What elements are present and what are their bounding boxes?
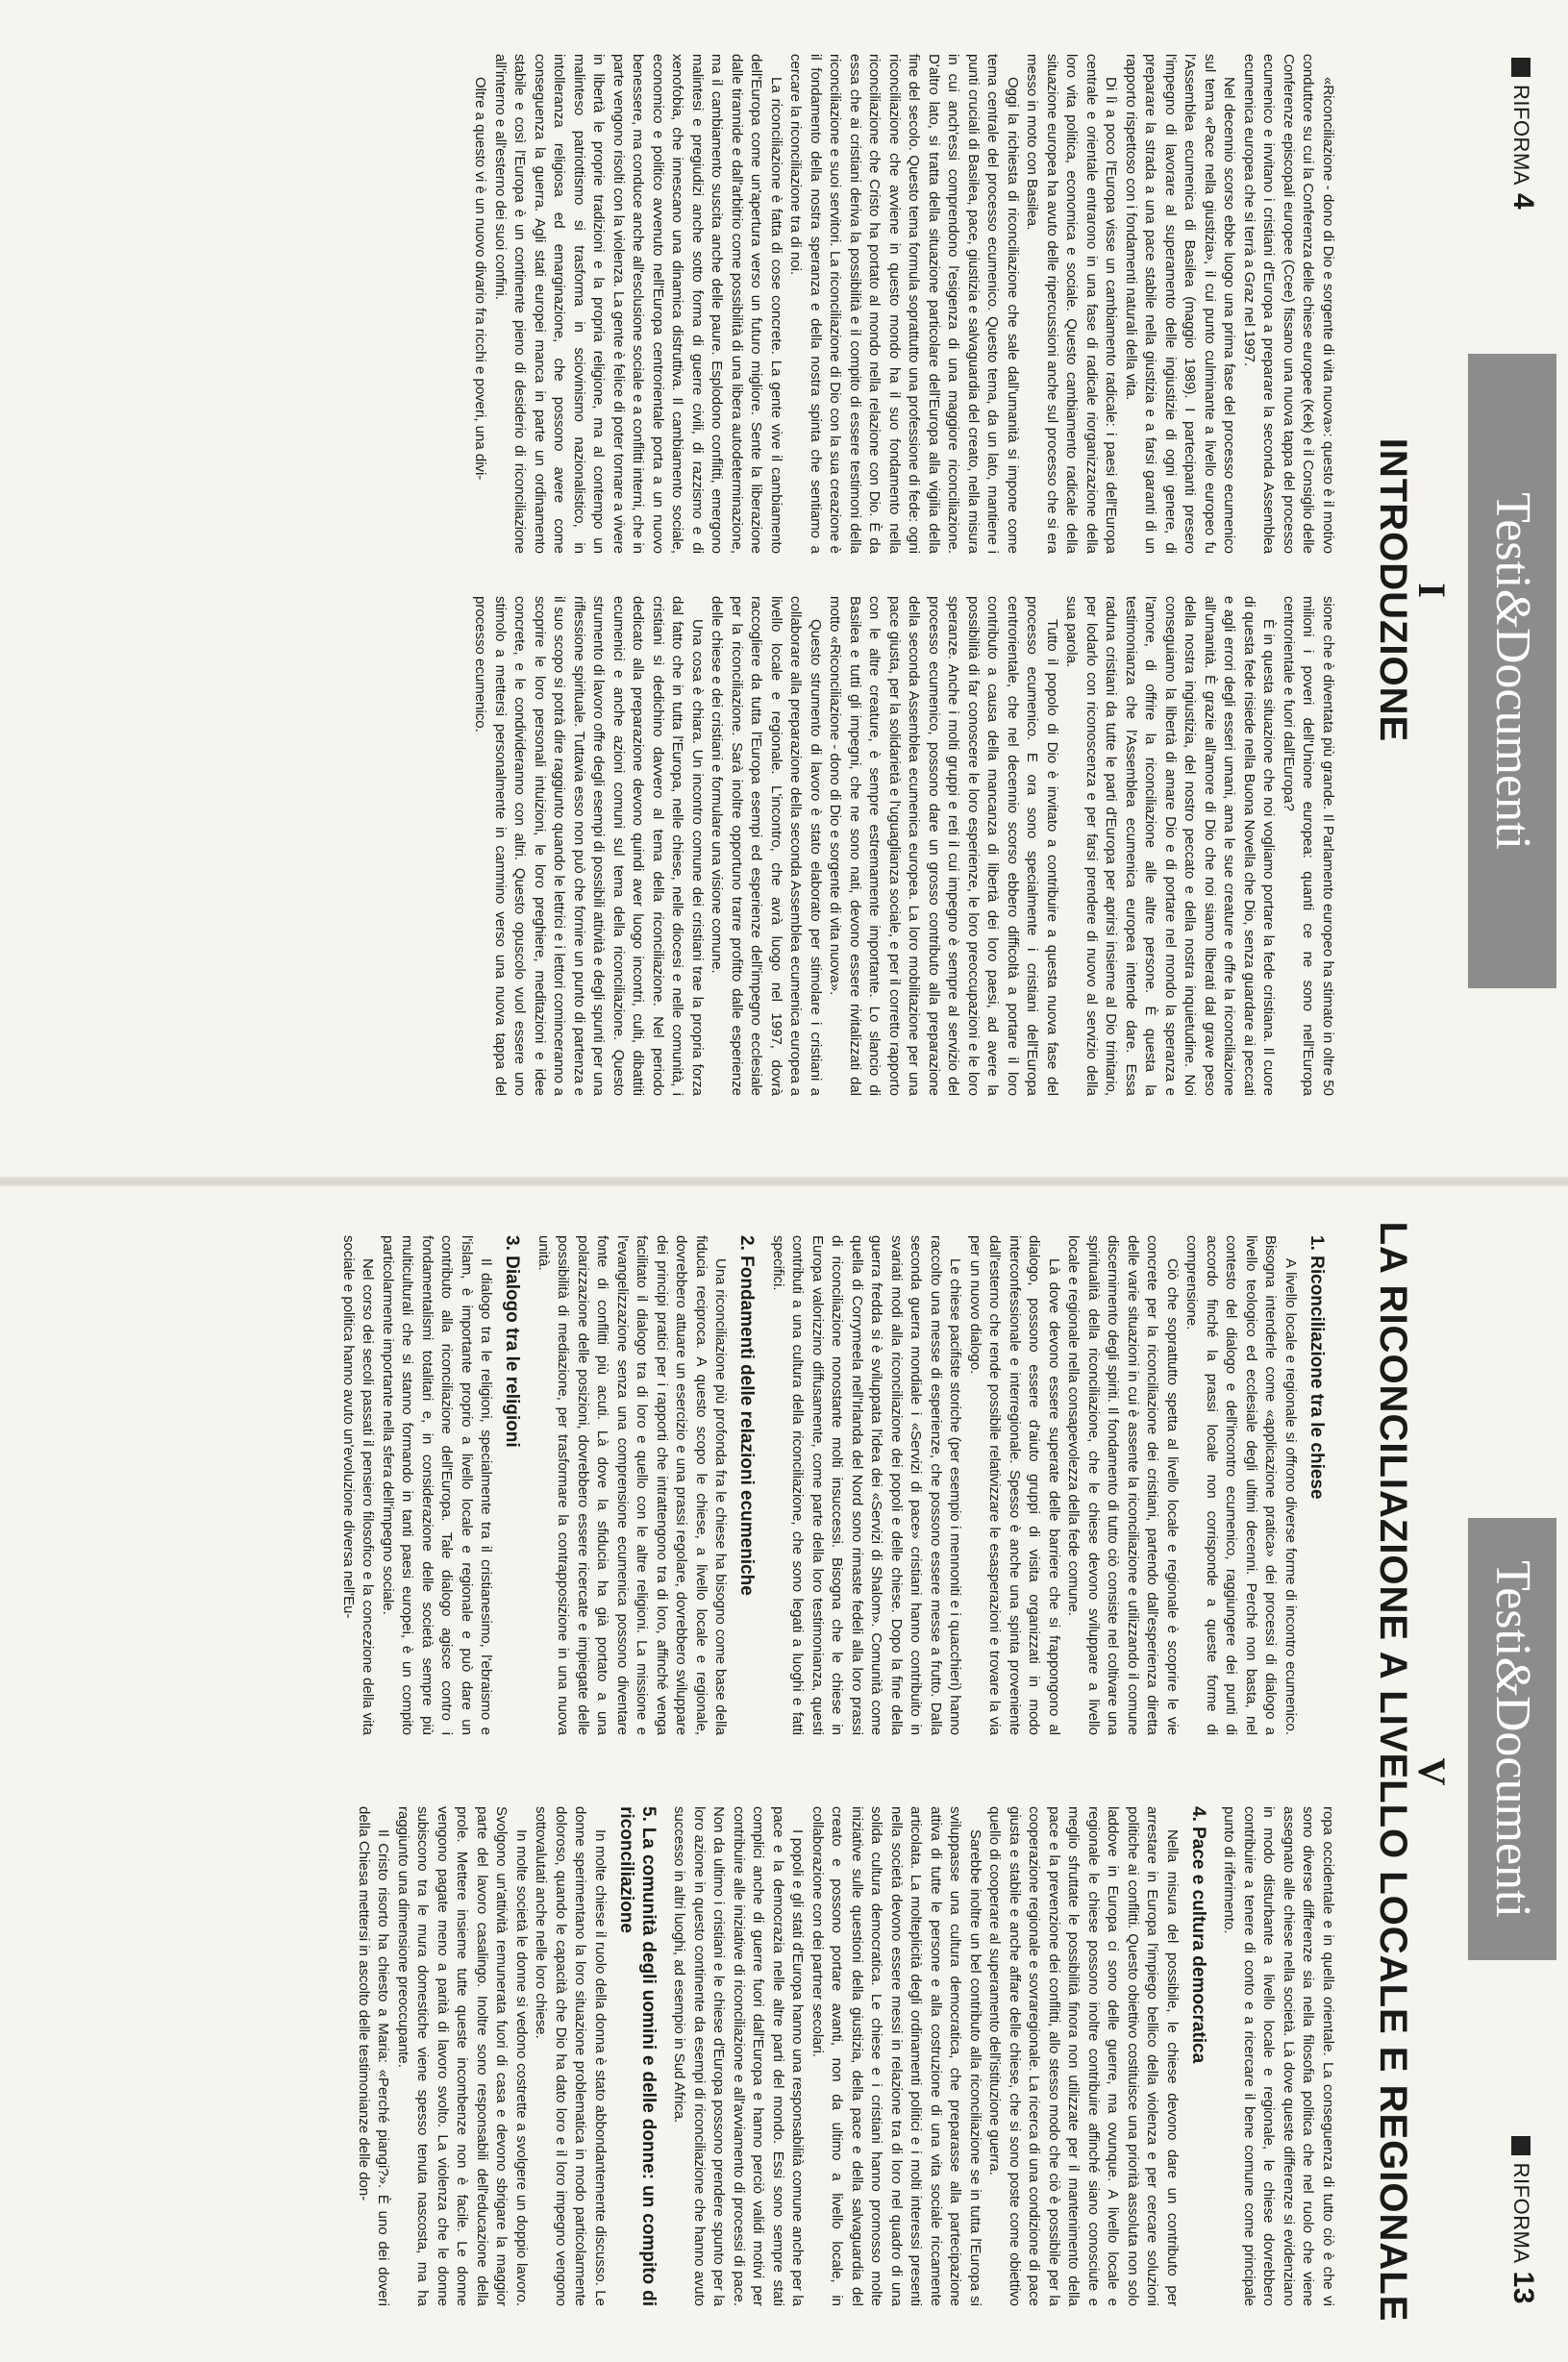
page-number: 4 <box>1507 192 1539 211</box>
banner-word-1: Testi <box>1485 1560 1540 1657</box>
folio-label: RIFORMA <box>1509 85 1533 186</box>
folio-square-icon <box>1511 2136 1531 2155</box>
paragraph: «Riconciliazione - dono di Dio e sorgente di vita nuova»: questo è il motivo conduttore su cui la Conferenza delle chiese europee (Kek) e il Consiglio delle Conferenze episcopali europee (Ccee) fissano una nuova tappa del processo ecumenico e invitano i cristiani d'Europa a preparare la seconda Assemblea ecumenica europea che si terrà a Graz nel 1997. <box>1241 54 1336 554</box>
paragraph: Questo strumento di lavoro è stato elaborato per stimolare i cristiani a collaborare alla preparazione della seconda Assemblea ecumenica europea a livello locale e regionale. L'incontro, che avrà luogo nel 1997, dovrà raccogliere da tutta l'Europa esempi ed esperienze dell'impegno ecclesiale per la riconciliazione. Sarà inoltre opportuno trarre profitto dalle esperienze delle chiese e dei cristiani e formulare una visione comune. <box>709 596 824 1096</box>
paragraph: Il dialogo tra le religioni, specialmente tra il cristianesimo, l'ebraismo e l'islam, è importante proprio a livello locale e regionale e può dare un contributo alla riconciliazione dell'Europa. Tale dialogo agisce contro i fondamentalismi totalitari e, in considerazione delle società sempre più multiculturali che si stanno formando in tanti paesi europei, è un compito particolarmente importante nella sfera dell'impegno sociale. <box>380 1235 495 1735</box>
section-heading: 3. Dialogo tra le religioni <box>502 1235 523 1448</box>
banner-word-2: Documenti <box>1485 627 1540 850</box>
right-column-1 <box>338 1235 1338 1735</box>
paragraph: Ciò che soprattutto spetta al livello locale e regionale è scoprire le vie concrete per la riconciliazione dei cristiani, partendo dall'esperienza diretta delle varie situazioni in cui è assente la riconciliazione e utilizzando il comune discernimento degli spiriti. Il fondamento di tutto ciò consiste nel coltivare una spiritualità della riconciliazione, che le chiese devono sviluppare a livello locale e regionale nella consapevolezza della fede comune. <box>1065 1235 1181 1735</box>
paragraph: Una cosa è chiara. Un incontro comune dei cristiani trae la propria forza dal fatto che in tutta l'Europa, nelle chiese, nelle diocesi e nelle comunità, i cristiani si dedichino davvero al tema della riconciliazione. Nel periodo dedicato alla preparazione devono quindi aver luogo incontri, culti, dibattiti ecumenici e anche azioni comuni sul tema della riconciliazione. Questo strumento di lavoro offre degli esempi di possibili attività e degli spunti per una riflessione spirituale. Tuttavia esso non può che fornire un punto di partenza e il suo scopo si potrà dire raggiunto quando le lettrici e i lettori cominceranno a scoprire le loro personali intuizioni, le loro preghiere, meditazioni e idee concrete, e le condivideranno con altri. Questo opuscolo vuol essere uno stimolo a mettersi personalmente in cammino verso una nuova tappa del processo ecumenico. <box>472 596 706 1096</box>
left-folio <box>1506 58 1539 210</box>
paragraph: Sarebbe inoltre un bel contributo alla riconciliazione se in tutta l'Europa si sviluppasse una cultura democratica, che preparasse alla partecipazione attiva di tutte le persone e alla costruzione di una vita sociale riccamente articolata. La molteplicità degli ordinamenti politici e i molti interessi presenti nella società devono essere messi in relazione tra di loro nel quadro di una solida cultura democratica. Le chiese e i cristiani hanno promosso molte iniziative sulle questioni della giustizia, della pace e della salvaguardia del creato e possono portare avanti, non da ultimo a livello locale, in collaborazione con dei partner secolari. <box>809 1806 983 2306</box>
page-number: 13 <box>1507 2271 1539 2304</box>
section-heading: 4. Pace e cultura democratica <box>1188 1806 1208 2064</box>
right-column-2 <box>354 1806 1338 2306</box>
section-banner <box>1468 1518 1556 1960</box>
paragraph: È in questa situazione che noi vogliamo portare la fede cristiana. Il cuore di questa fede risiede nella Buona Novella che Dio, senza guardare ai peccati e agli errori degli esseri umani, ama le sue creature e offre la riconciliazione all'umanità. È grazie all'amore di Dio che noi siamo liberati dal grave peso della nostra ingiustizia, del nostro peccato e della nostra inquietudine. Noi conseguiamo la libertà di amare Dio e di portare nel mondo la speranza e l'amore, di offrire la riconciliazione alle altre persone. È questa la testimonianza che l'Assemblea ecumenica europea intende dare. Essa raduna cristiani da tutte le parti d'Europa per aprirsi insieme al Dio trinitario, per lodarlo con riconoscenza e per farsi prendere di nuovo al servizio della sua parola. <box>1063 596 1278 1096</box>
paragraph: sione che è diventata più grande. Il Parlamento europeo ha stimato in oltre 50 milioni i poveri dell'Unione europea: quanti ce ne sono nell'Europa centrorientale e fuori dall'Europa? <box>1281 596 1336 1096</box>
paragraph: Nella misura del possibile, le chiese devono dare un contributo per arrestare in Europa l'impiego bellico della violenza e per cercare soluzioni politiche ai conflitti. Questo obiettivo costituisce una priorità assoluta non solo laddove in Europa ci sono delle guerre, ma ovunque. A livello locale e regionale le chiese possono inoltre contribuire affinché siano conosciute e meglio sfruttate le possibilità finora non utilizzate per il mantenimento della pace e la prevenzione dei conflitti, allo stesso modo che ciò è possibile per la cooperazione regionale e sovraregionale. La ricerca di una condizione di pace giusta e stabile e anche affare delle chiese, che si sono poste come obiettivo quello di cooperare al superamento dell'istituzione guerra. <box>986 1806 1181 2306</box>
chapter-number: I <box>1410 583 1454 598</box>
paragraph: Una riconciliazione più profonda fra le chiese ha bisogno come base della fiducia reciproca. A questo scopo le chiese, a livello locale e regionale, dovrebbero attuare un esercizio e una prassi regolare, dovrebbero sviluppare dei principi pratici per i rapporti che intrattengono tra di loro, affinché venga facilitato il dialogo tra di loro e quello con le altre religioni. La missione e l'evangelizzazione senza una comprensione ecumenica possono diventare fonte di conflitti più acuti. Là dove la sfiducia ha già portato a una polarizzazione delle posizioni, dovrebbero essere ricercate e impiegate delle possibilità di mediazione, per trasformare la contrapposizione in una nuova unità. <box>535 1235 730 1735</box>
paragraph: Oltre a questo vi è un nuovo divario fra ricchi e poveri, una divi- <box>472 77 489 481</box>
paragraph: Le chiese pacifiste storiche (per esempio i mennoniti e i quacchieri) hanno raccolto una messe di esperienze, che possono essere messe a frutto. Dalla seconda guerra mondiale i «Servizi di pace» cristiani hanno contribuito in svariati modi alla riconciliazione dei popoli e delle chiese. Dopo la fine della guerra fredda si è sviluppata l'idea dei «Servizi di Shalom». Comunità come quella di Corrymeela nell'Irlanda del Nord sono rimaste fedeli alla loro prassi di riconciliazione nonostante molti insuccessi. Bisogna che le chiese in Europa valorizzino diffusamente, come parte della loro testimonianza, questi contributi a una cultura della riconciliazione, che sono legati a luoghi e fatti specifici. <box>770 1235 964 1735</box>
paragraph: A livello locale e regionale si offrono diverse forme di incontro ecumenico. Bisogna intenderle come «applicazione pratica» dei processi di dialogo a livello teologico ed ecclesiale degli ultimi decenni. Perché non basta, nel contesto del dialogo e dell'incontro ecumenico, raggiungere dei punti di accordo finché la prassi locale non corrisponde a queste forme di comprensione. <box>1183 1235 1299 1735</box>
section-banner <box>1468 354 1556 988</box>
paragraph: Nel decennio scorso ebbe luogo una prima fase del processo ecumenico sul tema «Pace nella giustizia», il cui punto culminante a livello europeo fu l'Assemblea ecumenica di Basilea (maggio 1989). I partecipanti presero l'impegno di lavorare al superamento delle ingiustizie di ogni genere, di preparare la strada a una pace stabile nella giustizia e a farsi garanti di un rapporto rispettoso con i fondamenti naturali della vita. <box>1123 54 1238 554</box>
paragraph: In molte chiese il ruolo della donna è stato abbondantemente discusso. Le donne sperimentano la loro situazione problematica in modo particolarmente doloroso, quando le capacità che Dio ha dato loro e il loro impegno vengono sottovalutati anche nelle loro chiese. <box>533 1806 609 2306</box>
paragraph: In molte società le donne si vedono costrette a svolgere un doppio lavoro. Svolgono un'attività remunerata fuori di casa e devono sbrigare la maggior parte del lavoro casalingo. Inoltre sono responsabili dell'educazione della prole. Mettere insieme tutte queste incombenze non è facile. Le donne vengono pagate meno a parità di lavoro svolto. La violenza che le donne subiscono tra le mura domestiche viene spesso tenuta nascosta, ma ha raggiunto una dimensione preoccupante. <box>395 1806 530 2306</box>
folio-label: RIFORMA <box>1509 2162 1533 2264</box>
right-page <box>0 1181 1568 2362</box>
folio-square-icon <box>1511 58 1531 77</box>
chapter-title: INTRODUZIONE <box>1372 437 1414 743</box>
paragraph: Là dove devono essere superate delle barriere che si frappongono al dialogo, possono essere d'aiuto gruppi di visita organizzati in modo interconfessionale e interregionale. Spesso è anche una spinta proveniente dall'esterno che rende possibile relativizzare le esasperazioni e trovare la via per un nuovo dialogo. <box>967 1235 1062 1735</box>
banner-word-2: Documenti <box>1485 1695 1540 1918</box>
chapter-number: V <box>1410 1757 1454 1786</box>
paragraph: Tutto il popolo di Dio è invitato a contribuire a questa nuova fase del processo ecumenico. E ora sono specialmente i cristiani dell'Europa centrorientale, che nel decennio scorso ebbero difficoltà a portare il loro contributo a causa della mancanza di libertà dei loro paesi, ad avere la possibilità di far conoscere le loro esperienze, le loro preoccupazioni e le loro speranze. Anche i molti gruppi e reti il cui impegno è sempre al servizio del processo ecumenico, possono dare un grosso contributo alla preparazione della seconda Assemblea ecumenica europea. La loro mobilitazione per una pace giusta, per la solidarietà e l'uguaglianza sociale, e per il corretto rapporto con le altre creature, è sempre estremamente importante. Lo slancio di Basilea e tutti gli impegni, che ne sono nati, devono essere rivitalizzati dal motto «Riconciliazione - dono di Dio e sorgente di vita nuova». <box>827 596 1060 1096</box>
chapter-title: LA RICONCILIAZIONE A LIVELLO LOCALE E REGIONALE <box>1372 1221 1414 2323</box>
section-heading: 5. La comunità degli uomini e delle donne: un compito di riconciliazione <box>616 1806 659 2306</box>
paragraph: La riconciliazione è fatta di cose concrete. La gente vive il cambiamento dell'Europa come un'apertura verso un futuro migliore. Sente la liberazione dalle tirannide e dall'arbitrio come possibilità di una libera autodeterminazione, ma il cambiamento suscita anche delle paure. Esplodono conflitti, emergono malintesi e pregiudizi anche sotto forma di guerre civili, di razzismo e di xenofobia, che innescano una dinamica distruttiva. Il cambiamento sociale, economico e politico avvenuto nell'Europa centrorientale porta a un nuovo benessere, ma conduce anche all'esclusione sociale e a conflitti interni, che in parte vengono risolti con la violenza. La gente è felice di poter tornare a vivere in libertà le proprie tradizioni e la propria religione, ma al contempo un malinteso patriottismo si trasforma in sciovinismo nazionalistico, in intolleranza religiosa ed emarginazione, che possono avere come conseguenza la guerra. Agli stati europei manca in parte un ordinamento stabile e così l'Europa è un continente pieno di desiderio di riconciliazione all'interno e all'esterno dei suoi confini. <box>492 54 784 554</box>
banner-ampersand: & <box>1485 1656 1540 1696</box>
paragraph: I popoli e gli stati d'Europa hanno una responsabilità comune anche per la pace e la democrazia nelle altre parti del mondo. Essi sono sempre stati complici anche di guerre fuori dall'Europa e hanno perciò validi motivi per contribuire alle iniziative di riconciliazione e all'avviamento di processi di pace. Non da ultimo i cristiani e le chiese d'Europa possono prendere spunto per la loro azione in questo continente da esempi di riconciliazione che hanno avuto successo in altri luoghi, ad esempio in Sud Africa. <box>671 1806 807 2306</box>
left-column-2 <box>470 596 1337 1096</box>
section-heading: 2. Fondamenti delle relazioni ecumeniche <box>736 1235 758 1596</box>
paragraph: Di lì a poco l'Europa visse un cambiamento radicale: i paesi dell'Europa centrale e orientale entrarono in una fase di radicale riorganizzazione della loro vita politica, economica e sociale. Questo cambiamento radicale della situazione europea ha avuto delle ripercussioni anche sul processo che si era messo in moto con Basilea. <box>1024 54 1120 554</box>
paragraph: Il Cristo risorto ha chiesto a Maria: «Perché piangi?». È uno dei doveri della Chiesa mettersi in ascolto delle testimonianze delle don- <box>356 1806 392 2306</box>
paragraph: Nel corso dei secoli passati il pensiero filosofico e la concezione della vita sociale e politica hanno avuto un'evoluzione diversa nell'Eu- <box>340 1235 377 1735</box>
paragraph: Oggi la richiesta di riconciliazione che sale dall'umanità si impone come tema centrale del processo ecumenico. Questo tema, da un lato, mantiene i punti cruciali di Basilea, pace, giustizia e salvaguardia del creato, nella misura in cui anch'essi comprendono l'esigenza di una maggiore riconciliazione. D'altro lato, si tratta della situazione particolare dell'Europa alla vigilia della fine del secolo. Questo tema formula soprattutto una professione di fede: ogni riconciliazione che avviene in questo mondo ha il suo fondamento nella riconciliazione che Cristo ha portato al mondo nella relazione con Dio. È da essa che ai cristiani deriva la possibilità e il compito di essere testimoni della riconciliazione e suoi servitori. La riconciliazione di Dio con la sua creazione è il fondamento della nostra speranza e della nostra spinta che sentiamo a cercare la riconciliazione tra di noi. <box>787 54 1021 554</box>
left-column-1 <box>470 54 1337 554</box>
right-folio <box>1506 2136 1539 2304</box>
section-heading: 1. Riconciliazione tra le chiese <box>1307 1235 1327 1500</box>
banner-word-1: Testi <box>1485 492 1540 589</box>
banner-ampersand: & <box>1485 588 1540 628</box>
paragraph: ropa occidentale e in quella orientale. La conseguenza di tutto ciò è che vi sono diverse differenze sia nella filosofia politica che nel ruolo che viene assegnato alle chiese nella società. Là dove queste differenze si evidenziano in modo disturbante a livello locale e regionale, le chiese dovrebbero contribuire a tenere di conto e a ricercare il bene comune come principale punto di riferimento. <box>1221 1806 1336 2306</box>
